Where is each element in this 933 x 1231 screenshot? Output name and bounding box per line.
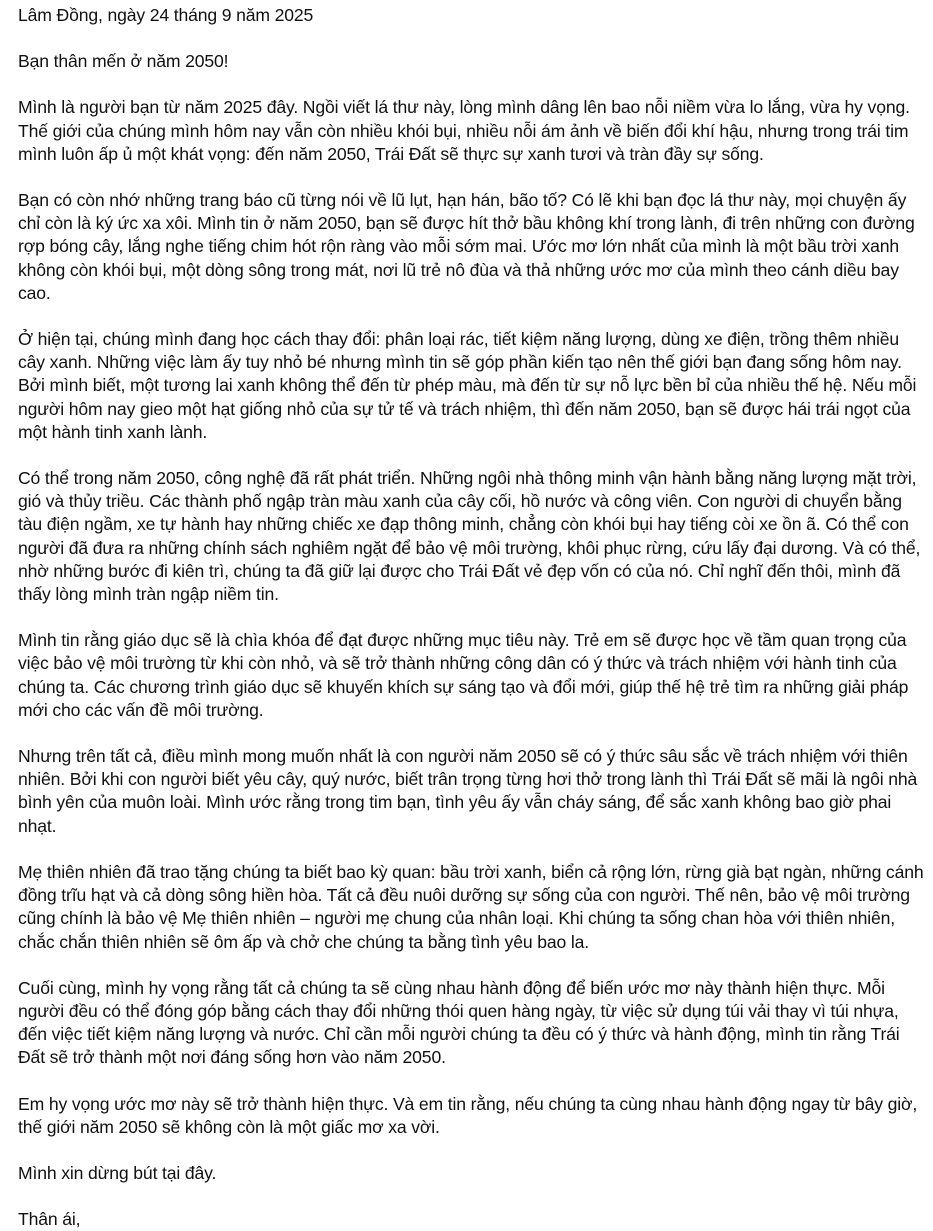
- sign-off: Thân ái,: [18, 1209, 81, 1230]
- body-paragraph-3: Ở hiện tại, chúng mình đang học cách thay đổi: phân loại rác, tiết kiệm năng lượng, dùng xe điện, trồng thêm nhiều cây xanh. Những việc làm ấy tuy nhỏ bé nhưng mình tin sẽ góp phần kiến tạo nên thế giới bạn đang sống hôm nay. Bởi mình biết, một tương lai xanh không thể đến từ phép màu, mà đến từ sự nỗ lực bền bỉ của nhiều thế hệ. Nếu mỗi người hôm nay gieo một hạt giống nhỏ của sự tử tế và trách nhiệm, thì đến năm 2050, bạn sẽ được hái trái ngọt của một hành tinh xanh lành.: [18, 329, 917, 442]
- body-paragraph-8: Cuối cùng, mình hy vọng rằng tất cả chúng ta sẽ cùng nhau hành động để biến ước mơ này thành hiện thực. Mỗi người đều có thể đóng góp bằng cách thay đổi những thói quen hàng ngày, từ việc sử dụng túi vải thay vì túi nhựa, đến việc tiết kiệm năng lượng và nước. Chỉ cần mỗi người chúng ta đều có ý thức và hành động, mình tin rằng Trái Đất sẽ trở thành một nơi đáng sống hơn vào năm 2050.: [18, 977, 900, 1068]
- body-paragraph-6: Nhưng trên tất cả, điều mình mong muốn nhất là con người năm 2050 sẽ có ý thức sâu sắc về trách nhiệm với thiên nhiên. Bởi khi con người biết yêu cây, quý nước, biết trân trọng từng hơi thở trong lành thì Trái Đất sẽ mãi là ngôi nhà bình yên của muôn loài. Mình ước rằng trong tim bạn, tình yêu ấy vẫn cháy sáng, để sắc xanh không bao giờ phai nhạt.: [18, 746, 918, 836]
- body-paragraph-9: Em hy vọng ước mơ này sẽ trở thành hiện thực. Và em tin rằng, nếu chúng ta cùng nhau hành động ngay từ bây giờ, thế giới năm 2050 sẽ không còn là một giấc mơ xa vời.: [18, 1093, 918, 1137]
- body-paragraph-5: Mình tin rằng giáo dục sẽ là chìa khóa để đạt được những mục tiêu này. Trẻ em sẽ được học về tầm quan trọng của việc bảo vệ môi trường từ khi còn nhỏ, và sẽ trở thành những công dân có ý thức và trách nhiệm với hành tinh của chúng ta. Các chương trình giáo dục sẽ khuyến khích sự sáng tạo và đổi mới, giúp thế hệ trẻ tìm ra những giải pháp mới cho các vấn đề môi trường.: [18, 630, 909, 720]
- body-paragraph-7: Mẹ thiên nhiên đã trao tặng chúng ta biết bao kỳ quan: bầu trời xanh, biển cả rộng lớn, rừng già bạt ngàn, những cánh đồng trĩu hạt và cả dòng sông hiền hòa. Tất cả đều nuôi dưỡng sự sống của con người. Thế nên, bảo vệ môi trường cũng chính là bảo vệ Mẹ thiên nhiên – người mẹ chung của nhân loại. Khi chúng ta sống chan hòa với thiên nhiên, chắc chắn thiên nhiên sẽ ôm ấp và chở che chúng ta bằng tình yêu bao la.: [18, 861, 924, 952]
- date-line: Lâm Đồng, ngày 24 tháng 9 năm 2025: [18, 5, 314, 25]
- body-paragraph-2: Bạn có còn nhớ những trang báo cũ từng nói về lũ lụt, hạn hán, bão tố? Có lẽ khi bạn đọc lá thư này, mọi chuyện ấy chỉ còn là ký ức xa xôi. Mình tin ở năm 2050, bạn sẽ được hít thở bầu không khí trong lành, đi trên những con đường rợp bóng cây, lắng nghe tiếng chim hót rộn ràng vào mỗi sớm mai. Ước mơ lớn nhất của mình là một bầu trời xanh không còn khói bụi, một dòng sông trong mát, nơi lũ trẻ nô đùa và thả những ước mơ của mình theo cánh diều bay cao.: [18, 190, 915, 303]
- greeting: Bạn thân mến ở năm 2050!: [18, 51, 229, 72]
- body-paragraph-4: Có thể trong năm 2050, công nghệ đã rất phát triển. Những ngôi nhà thông minh vận hành bằng năng lượng mặt trời, gió và thủy triều. Các thành phố ngập tràn màu xanh của cây cối, hồ nước và công viên. Con người di chuyển bằng tàu điện ngầm, xe tự hành hay những chiếc xe đạp thông minh, chẳng còn khói bụi hay tiếng còi xe ồn ã. Có thể con người đã đưa ra những chính sách nghiêm ngặt để bảo vệ môi trường, khôi phục rừng, cứu lấy đại dương. Và có thể, nhờ những bước đi kiên trì, chúng ta đã giữ lại được cho Trái Đất vẻ đẹp vốn có của nó. Chỉ nghĩ đến thôi, mình đã thấy lòng mình tràn ngập niềm tin.: [18, 468, 921, 605]
- closing-line: Mình xin dừng bút tại đây.: [18, 1162, 217, 1183]
- body-paragraph-1: Mình là người bạn từ năm 2025 đây. Ngồi viết lá thư này, lòng mình dâng lên bao nỗi niềm vừa lo lắng, vừa hy vọng. Thế giới của chúng mình hôm nay vẫn còn nhiều khói bụi, nhiều nỗi ám ảnh về biến đổi khí hậu, nhưng trong trái tim mình luôn ấp ủ một khát vọng: đến năm 2050, Trái Đất sẽ thực sự xanh tươi và tràn đầy sự sống.: [18, 97, 910, 164]
